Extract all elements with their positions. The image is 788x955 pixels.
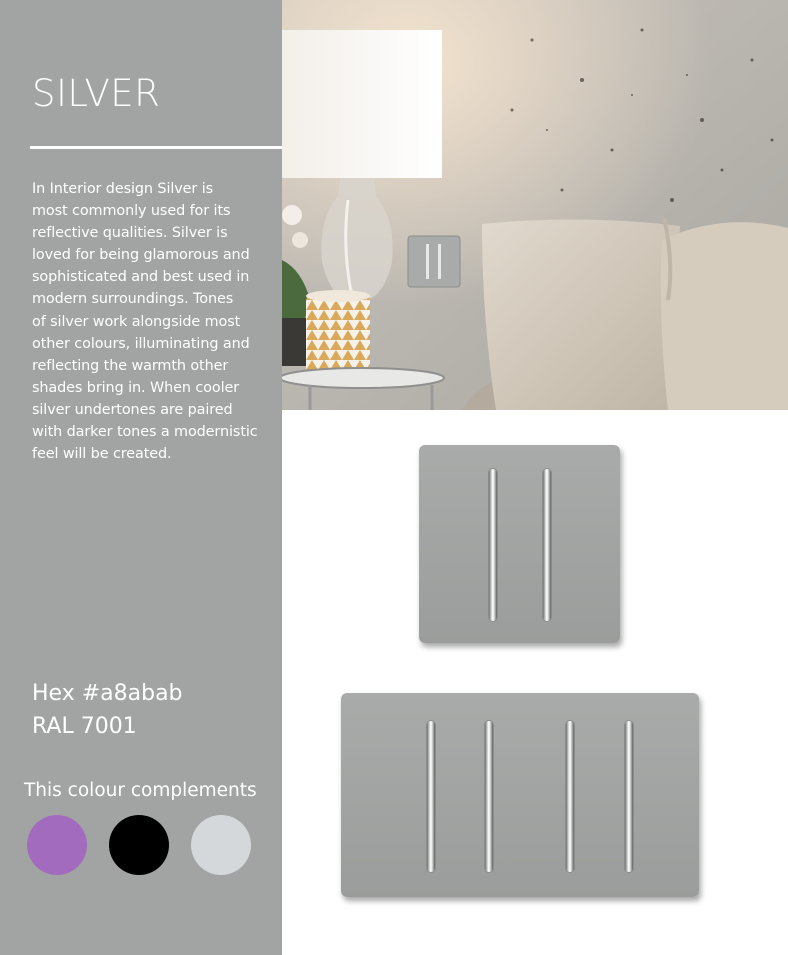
description-line: In Interior design Silver is [32, 181, 214, 197]
rocker-switch [427, 721, 435, 872]
complement-swatch-light-grey [191, 815, 251, 875]
switch-double-plate [419, 445, 620, 643]
rocker-switch [543, 469, 551, 621]
color-info-panel [0, 0, 282, 955]
description-line: other colours, illuminating and [32, 335, 250, 352]
room-photo [282, 0, 788, 410]
description-line: reflecting the warmth other [32, 357, 229, 374]
complements-heading: This colour complements [24, 780, 257, 801]
description-line: with darker tones a modernistic [32, 424, 258, 441]
room-photo-illustration [282, 0, 788, 410]
ral-code: RAL 7001 [32, 714, 137, 739]
page-title: SILVER [32, 72, 161, 115]
description-line: loved for being glamorous and [32, 247, 250, 264]
description-line: reflective qualities. Silver is [32, 225, 228, 242]
description-line: silver undertones are paired [32, 401, 233, 418]
description-line: modern surroundings. Tones [32, 291, 234, 308]
rocker-switch [489, 469, 497, 621]
rocker-switch [485, 721, 493, 872]
description-line: of silver work alongside most [32, 313, 241, 330]
hex-code: Hex #a8abab [32, 681, 183, 706]
complement-swatch-purple [27, 815, 87, 875]
rocker-switch [566, 721, 574, 872]
title-divider [30, 146, 282, 149]
description-line: shades bring in. When cooler [32, 379, 240, 396]
description-line: sophisticated and best used in [32, 269, 250, 286]
switch-quad-plate [341, 693, 699, 897]
color-description [32, 178, 272, 465]
description-line: feel will be created. [32, 446, 172, 463]
description-line: most commonly used for its [32, 203, 231, 220]
complement-swatch-black [109, 815, 169, 875]
rocker-switch [625, 721, 633, 872]
